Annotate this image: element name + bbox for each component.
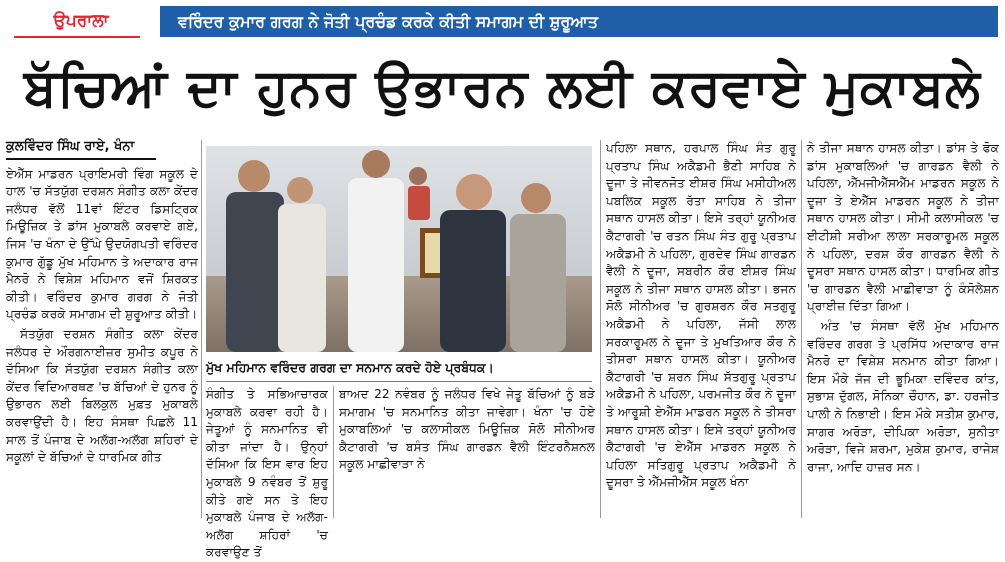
byline-rule [6, 158, 156, 160]
section-tag: ਉਪਰਾਲਾ [53, 11, 109, 31]
kicker-strap: ਵਰਿੰਦਰ ਕੁਮਾਰ ਗਰਗ ਨੇ ਜੋਤੀ ਪ੍ਰਚੰਡ ਕਰਕੇ ਕੀਤੀ ਸਮਾਗਮ ਦੀ ਸ਼ੁਰੂਆਤ [160, 6, 998, 37]
article-column-5 [807, 140, 999, 520]
column-divider-4 [801, 140, 802, 518]
article-column-2 [206, 386, 328, 560]
column-2-paragraph-1: ਸੰਗੀਤ ਤੇ ਸਭਿਆਚਾਰਕ ਮੁਕਾਬਲੇ ਕਰਵਾ ਰਹੀ ਹੈ। ਜੇਤੂਆਂ ਨੂੰ ਸਨਮਾਨਿਤ ਵੀ ਕੀਤਾ ਜਾਂਦਾ ਹੈ। ਉਨ੍ਹਾਂ ਦੱਸਿਆ ਕਿ ਇਸ ਵਾਰ ਇਹ ਮੁਕਾਬਲੇ 9 ਨਵੰਬਰ ਤੋਂ ਸ਼ੁਰੂ ਕੀਤੇ ਗਏ ਸਨ ਤੇ ਇਹ ਮੁਕਾਬਲੇ ਪੰਜਾਬ ਦੇ ਅਲੱਗ-ਅਲੱਗ ਸ਼ਹਿਰਾਂ 'ਚ ਕਰਵਾਉਣ ਤੋਂ [206, 387, 328, 560]
column-4-paragraph-1: ਪਹਿਲਾ ਸਥਾਨ, ਹਰਪਾਲ ਸਿੰਘ ਸੰਤ ਗੁਰੂ ਪ੍ਰਤਾਪ ਸਿੰਘ ਅਕੈਡਮੀ ਭੈਣੀ ਸਾਹਿਬ ਨੇ ਦੂਜਾ ਤੇ ਜੀਵਨਜੋਤ ਈਸ਼ਰ ਸਿੰਘ ਮਸੀਹੀਅਲ ਪਬਲਿਕ ਸਕੂਲ ਰੱਤਾ ਸਾਹਿਬ ਨੇ ਤੀਜਾ ਸਥਾਨ ਹਾਸਲ ਕੀਤਾ। ਇਸੇ ਤਰ੍ਹਾਂ ਯੂਨੀਅਰ ਕੈਟਾਗਰੀ 'ਚ ਰਤਨ ਸਿੰਘ ਸੰਤ ਗੁਰੂ ਪ੍ਰਤਾਪ ਅਕੈਡਮੀ ਨੇ ਪਹਿਲਾ, ਗੁਰਦੇਵ ਸਿੰਘ ਗਾਰਡਨ ਵੈਲੀ ਨੇ ਦੂਜਾ, ਸਬਰੀਨ ਕੌਰ ਈਸ਼ਰ ਸਿੰਘ ਸਕੂਲ ਨੇ ਤੀਜਾ ਸਥਾਨ ਹਾਸਲ ਕੀਤਾ। ਭਜਨ ਸੋਲੋ ਸੀਨੀਅਰ 'ਚ ਗੁਰਸ਼ਰਨ ਕੌਰ ਸਤਗੁਰੂ ਅਕੈਡਮੀ ਨੇ ਪਹਿਲਾ, ਜੱਸੀ ਲਾਲ ਸਰਕਾਰੂਮਲ ਨੇ ਦੂਜਾ ਤੇ ਮੁਖਤਿਆਰ ਕੌਰ ਨੇ ਤੀਸਰਾ ਸਥਾਨ ਹਾਸਲ ਕੀਤਾ। ਯੂਨੀਅਰ ਕੈਟਾਗਰੀ 'ਚ ਸ਼ਰਨ ਸਿੰਘ ਸੱਤਗੁਰੂ ਪ੍ਰਤਾਪ ਅਕੈਡਮੀ ਨੇ ਪਹਿਲਾ, ਪਰਮਜੀਤ ਕੌਰ ਨੇ ਦੂਜਾ ਤੇ ਆਰੂਸ਼ੀ ਏਐੱਸ ਮਾਡਰਨ ਸਕੂਲ ਨੇ ਤੀਸਰਾ ਸਥਾਨ ਹਾਸਲ ਕੀਤਾ। ਇਸੇ ਤਰ੍ਹਾਂ ਯੂਨੀਅਰ ਕੈਟਾਗਰੀ 'ਚ ਏਐੱਸ ਮਾਡਰਨ ਸਕੂਲ ਨੇ ਪਹਿਲਾ ਸਤਿਗੁਰੂ ਪ੍ਰਤਾਪ ਅਕੈਡਮੀ ਨੇ ਦੂਸਰਾ ਤੇ ਐੱਮਜੀਐੱਸ ਸਕੂਲ ਖੰਨਾ [606, 141, 796, 490]
caption-rule [206, 381, 592, 382]
byline: ਕੁਲਵਿੰਦਰ ਸਿੰਘ ਰਾਏ, ਖੰਨਾ [6, 139, 135, 154]
top-bar [0, 0, 1005, 44]
article-column-4 [606, 140, 796, 520]
column-divider-2 [333, 386, 334, 518]
section-tag-underline [14, 36, 140, 38]
column-5-paragraph-2: ਅੰਤ 'ਚ ਸੰਸਥਾ ਵੱਲੋਂ ਮੁੱਖ ਮਹਿਮਾਨ ਵਰਿੰਦਰ ਗਰਗ ਤੇ ਪ੍ਰਸਿੱਧ ਅਦਾਕਾਰ ਰਾਜ ਮੈਨਰੋ ਦਾ ਵਿਸ਼ੇਸ਼ ਸਨਮਾਨ ਕੀਤਾ ਗਿਆ। ਇਸ ਮੌਕੇ ਜੱਜ ਦੀ ਭੂਮਿਕਾ ਦਵਿੰਦਰ ਕਾਂਤ, ਸੁਭਾਸ਼ ਦੁੱਗਲ, ਸੋਨਿਕਾ ਚੌਹਾਨ, ਡਾ. ਹਰਜੀਤ ਪਾਲੀ ਨੇ ਨਿਭਾਈ। ਇਸ ਮੌਕੇ ਸਤੀਸ਼ ਕੁਮਾਰ, ਸਾਗਰ ਅਰੋੜਾ, ਦੀਪਿਕਾ ਅਰੋੜਾ, ਸੁਨੀਤਾ ਅਰੋੜਾ, ਵਿਜੇ ਸ਼ਰਮਾ, ਮੁਕੇਸ਼ ਕੁਮਾਰ, ਰਾਜੇਸ਼ ਰਾਜਾ, ਆਦਿ ਹਾਜ਼ਰ ਸਨ। [807, 318, 999, 474]
column-5-paragraph-1: ਨੇ ਤੀਜਾ ਸਥਾਨ ਹਾਸਲ ਕੀਤਾ। ਡਾਂਸ ਤੇ ਫੋਕ ਡਾਂਸ ਮੁਕਾਬਲਿਆਂ 'ਚ ਗਾਰਡਨ ਵੈਲੀ ਨੇ ਪਹਿਲਾ, ਐੱਮਜੀਐੱਸਐੱਮ ਮਾਡਰਨ ਸਕੂਲ ਨੇ ਦੂਜਾ ਤੇ ਏਐੱਸ ਮਾਡਰਨ ਸਕੂਲ ਨੇ ਤੀਜਾ ਸਥਾਨ ਹਾਸਲ ਕੀਤਾ। ਸੀਮੀ ਕਲਾਸੀਕਲ 'ਚ ਈਟੀਸ਼ੀ ਸਰੀਆ ਲਾਲਾ ਸਰਕਾਰੂਮਲ ਸਕੂਲ ਨੇ ਪਹਿਲਾ, ਦਰਸ਼ ਕੌਰ ਗਾਰਡਨ ਵੈਲੀ ਨੇ ਦੂਸਰਾ ਸਥਾਨ ਹਾਸਲ ਕੀਤਾ। ਧਾਰਮਿਕ ਗੀਤ 'ਚ ਗਾਰਡਨ ਵੈਲੀ ਮਾਛੀਵਾੜਾ ਨੂੰ ਕੰਸੋਲੇਸ਼ਨ ਪ੍ਰਾਈਜ਼ ਦਿੱਤਾ ਗਿਆ। [807, 141, 999, 314]
column-3-paragraph-1: ਬਾਅਦ 22 ਨਵੰਬਰ ਨੂੰ ਜਲੰਧਰ ਵਿਖੇ ਜੇਤੂ ਬੱਚਿਆਂ ਨੂੰ ਬੜੇ ਸਮਾਗਮ 'ਚ ਸਨਮਾਨਿਤ ਕੀਤਾ ਜਾਵੇਗਾ। ਖੰਨਾ 'ਚ ਹੋਏ ਮੁਕਾਬਲਿਆਂ 'ਚ ਕਲਾਸੀਕਲ ਮਿਊਜ਼ਿਕ ਸੋਲੋ ਸੀਨੀਅਰ ਕੈਟਾਗਰੀ 'ਚ ਬਸੰਤ ਸਿੰਘ ਗਾਰਡਨ ਵੈਲੀ ਇੰਟਰਨੈਸ਼ਨਲ ਸਕੂਲ ਮਾਛੀਵਾੜਾ ਨੇ [339, 387, 595, 472]
photo-people-illustration [206, 146, 592, 352]
column-1-paragraph-2: ਸੱਤਯੁੱਗ ਦਰਸ਼ਨ ਸੰਗੀਤ ਕਲਾ ਕੇਂਦਰ ਜਲੰਧਰ ਦੇ ਔਰਗਨਾਈਜ਼ਰ ਸੁਮੀਤ ਕਪੂਰ ਨੇ ਦੱਸਿਆ ਕਿ ਸੱਤਯੁੱਗ ਦਰਸ਼ਨ ਸੰਗੀਤ ਕਲਾ ਕੇਂਦਰ ਵਿਦਿਆਰਥਣ 'ਚ ਬੱਚਿਆਂ ਦੇ ਹੁਨਰ ਨੂੰ ਉਭਾਰਨ ਲਈ ਬਿਲਕੁਲ ਮੁਫ਼ਤ ਮੁਕਾਬਲੇ ਕਰਵਾਉਂਦੀ ਹੈ। ਇਹ ਸੰਸਥਾ ਪਿਛਲੇ 11 ਸਾਲ ਤੋਂ ਪੰਜਾਬ ਦੇ ਅਲੱਗ-ਅਲੱਗ ਸ਼ਹਿਰਾਂ ਦੇ ਸਕੂਲਾਂ ਦੇ ਬੱਚਿਆਂ ਦੇ ਧਾਰਮਿਕ ਗੀਤ [6, 326, 198, 465]
column-divider-1 [201, 140, 202, 518]
article-column-3 [339, 386, 595, 520]
column-1-paragraph-1: ਏਐੱਸ ਮਾਡਰਨ ਪ੍ਰਾਇਮਰੀ ਵਿੰਗ ਸਕੂਲ ਦੇ ਹਾਲ 'ਚ ਸੱਤਯੁੱਗ ਦਰਸ਼ਨ ਸੰਗੀਤ ਕਲਾ ਕੇਂਦਰ ਜਲੰਧਰ ਵੱਲੋਂ 11ਵਾਂ ਇੰਟਰ ਡਿਸਟ੍ਰਿਕ ਮਿਊਜ਼ਿਕ ਤੇ ਡਾਂਸ ਮੁਕਾਬਲੇ ਕਰਵਾਏ ਗਏ, ਜਿਸ 'ਚ ਖੰਨਾ ਦੇ ਉੱਘੇ ਉਦਯੋਗਪਤੀ ਵਰਿੰਦਰ ਕੁਮਾਰ ਗੁੱਡੂ ਮੁੱਖ ਮਹਿਮਾਨ ਤੇ ਅਦਾਕਾਰ ਰਾਜ ਮੈਨਰੋ ਨੇ ਵਿਸ਼ੇਸ਼ ਮਹਿਮਾਨ ਵਜੋਂ ਸ਼ਿਰਕਤ ਕੀਤੀ। ਵਰਿੰਦਰ ਕੁਮਾਰ ਗਰਗ ਨੇ ਜੋਤੀ ਪ੍ਰਚੰਡ ਕਰਕੇ ਸਮਾਗਮ ਦੀ ਸ਼ੁਰੂਆਤ ਕੀਤੀ। [6, 166, 198, 322]
news-photo [206, 146, 592, 352]
photo-caption: ਮੁੱਖ ਮਹਿਮਾਨ ਵਰਿੰਦਰ ਗਰਗ ਦਾ ਸਨਮਾਨ ਕਰਦੇ ਹੋਏ ਪ੍ਰਬੰਧਕ। [206, 360, 494, 375]
headline: ਬੱਚਿਆਂ ਦਾ ਹੁਨਰ ਉਭਾਰਨ ਲਈ ਕਰਵਾਏ ਮੁਕਾਬਲੇ [24, 57, 981, 118]
column-divider-3 [600, 140, 601, 518]
article-column-1 [6, 138, 198, 520]
